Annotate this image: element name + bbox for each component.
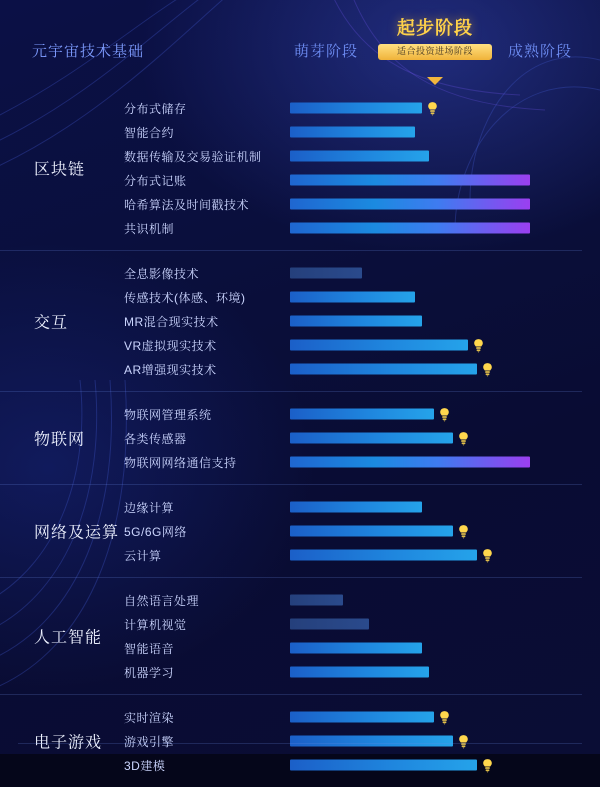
chart-row[interactable]	[0, 120, 582, 144]
bar	[290, 409, 434, 420]
chart-row[interactable]	[0, 357, 582, 381]
bar	[290, 643, 422, 654]
bar-track	[290, 292, 415, 303]
row-label: 哈希算法及时间戳技术	[124, 197, 250, 212]
stage-pointer-icon	[427, 77, 443, 85]
stage-sublabel-startup: 适合投资进场阶段	[378, 44, 492, 60]
row-label: 5G/6G网络	[124, 524, 187, 539]
bar-track	[290, 199, 530, 210]
row-label: 3D建模	[124, 758, 166, 773]
lightbulb-icon	[481, 362, 494, 376]
chart-row[interactable]	[0, 660, 582, 684]
chart-row[interactable]	[0, 519, 582, 543]
group-label: 网络及运算	[34, 524, 120, 542]
row-label: 分布式储存	[124, 101, 187, 116]
stage-label-mature: 成熟阶段	[507, 43, 572, 60]
bar	[290, 595, 343, 606]
lightbulb-icon	[426, 101, 439, 115]
bar-track	[290, 667, 429, 678]
bar-chart	[0, 86, 600, 787]
lightbulb-icon	[438, 407, 451, 421]
row-label: 全息影像技术	[124, 266, 200, 281]
chart-group	[0, 391, 582, 484]
bar-track	[290, 643, 422, 654]
lightbulb-icon	[481, 758, 494, 772]
row-label: 传感技术(体感、环境)	[124, 290, 246, 305]
chart-row[interactable]	[0, 612, 582, 636]
chart-row[interactable]	[0, 309, 582, 333]
chart-group	[0, 694, 582, 787]
row-label: VR虚拟现实技术	[124, 338, 217, 353]
bar	[290, 103, 422, 114]
row-label: 智能合约	[124, 125, 175, 140]
bar	[290, 619, 369, 630]
bar	[290, 712, 434, 723]
bar-track	[290, 268, 362, 279]
bar	[290, 526, 453, 537]
bar	[290, 433, 453, 444]
chart-row[interactable]	[0, 543, 582, 567]
bar	[290, 667, 429, 678]
bar	[290, 457, 530, 468]
stage-label-sprout: 萌芽阶段	[293, 43, 358, 60]
stage-label-startup: 起步阶段	[397, 18, 473, 38]
row-label: 实时渲染	[124, 710, 175, 725]
lightbulb-icon	[457, 524, 470, 538]
bar	[290, 316, 422, 327]
group-label: 物联网	[34, 431, 86, 449]
bar-track	[290, 103, 422, 114]
bar	[290, 364, 477, 375]
bar-track	[290, 736, 453, 747]
chart-row[interactable]	[0, 729, 582, 753]
bar-track	[290, 364, 477, 375]
group-label: 电子游戏	[34, 734, 103, 752]
bar	[290, 223, 530, 234]
chart-row[interactable]	[0, 261, 582, 285]
row-label: 数据传输及交易验证机制	[124, 149, 262, 164]
row-label: 计算机视觉	[124, 617, 187, 632]
bar-track	[290, 175, 530, 186]
row-label: 物联网网络通信支持	[124, 455, 237, 470]
bar	[290, 127, 415, 138]
row-label: 游戏引擎	[124, 734, 175, 749]
bar-track	[290, 526, 453, 537]
bar-track	[290, 457, 530, 468]
bar-track	[290, 550, 477, 561]
page-title: 元宇宙技术基础	[32, 43, 145, 60]
row-label: 共识机制	[124, 221, 175, 236]
bar	[290, 340, 468, 351]
chart-row[interactable]	[0, 333, 582, 357]
lightbulb-icon	[472, 338, 485, 352]
chart-row[interactable]	[0, 216, 582, 240]
lightbulb-icon	[481, 548, 494, 562]
row-label: 物联网管理系统	[124, 407, 212, 422]
row-label: 机器学习	[124, 665, 175, 680]
bar	[290, 292, 415, 303]
chart-row[interactable]	[0, 450, 582, 474]
row-label: AR增强现实技术	[124, 362, 217, 377]
bar	[290, 175, 530, 186]
bar	[290, 268, 362, 279]
chart-group	[0, 577, 582, 694]
footer-divider	[18, 743, 582, 744]
chart-group	[0, 86, 582, 250]
row-label: 自然语言处理	[124, 593, 200, 608]
chart-row[interactable]	[0, 192, 582, 216]
chart-row[interactable]	[0, 426, 582, 450]
bar	[290, 736, 453, 747]
chart-header	[0, 0, 600, 86]
row-label: 各类传感器	[124, 431, 187, 446]
bar-track	[290, 151, 429, 162]
group-label: 区块链	[34, 161, 86, 179]
bar-track	[290, 127, 415, 138]
bar-track	[290, 619, 369, 630]
chart-group	[0, 250, 582, 391]
bar-track	[290, 760, 477, 771]
bar-track	[290, 223, 530, 234]
bar-track	[290, 340, 468, 351]
bar-track	[290, 502, 422, 513]
bar-track	[290, 712, 434, 723]
chart-row[interactable]	[0, 705, 582, 729]
lightbulb-icon	[457, 734, 470, 748]
lightbulb-icon	[438, 710, 451, 724]
chart-row[interactable]	[0, 96, 582, 120]
stage-highlight-startup	[378, 14, 492, 78]
row-label: MR混合现实技术	[124, 314, 219, 329]
group-label: 人工智能	[34, 629, 103, 647]
row-label: 分布式记账	[124, 173, 187, 188]
row-label: 云计算	[124, 548, 162, 563]
row-label: 智能语音	[124, 641, 175, 656]
bar	[290, 199, 530, 210]
chart-row[interactable]	[0, 636, 582, 660]
bar-track	[290, 316, 422, 327]
chart-row[interactable]	[0, 495, 582, 519]
chart-row[interactable]	[0, 285, 582, 309]
chart-row[interactable]	[0, 402, 582, 426]
chart-row[interactable]	[0, 588, 582, 612]
group-label: 交互	[34, 314, 69, 332]
bar-track	[290, 409, 434, 420]
chart-group	[0, 484, 582, 577]
lightbulb-icon	[457, 431, 470, 445]
bar-track	[290, 433, 453, 444]
row-label: 边缘计算	[124, 500, 175, 515]
bar	[290, 151, 429, 162]
bar-track	[290, 595, 343, 606]
bar	[290, 502, 422, 513]
chart-row[interactable]	[0, 753, 582, 777]
bar	[290, 550, 477, 561]
chart-row[interactable]	[0, 168, 582, 192]
bar	[290, 760, 477, 771]
chart-row[interactable]	[0, 144, 582, 168]
